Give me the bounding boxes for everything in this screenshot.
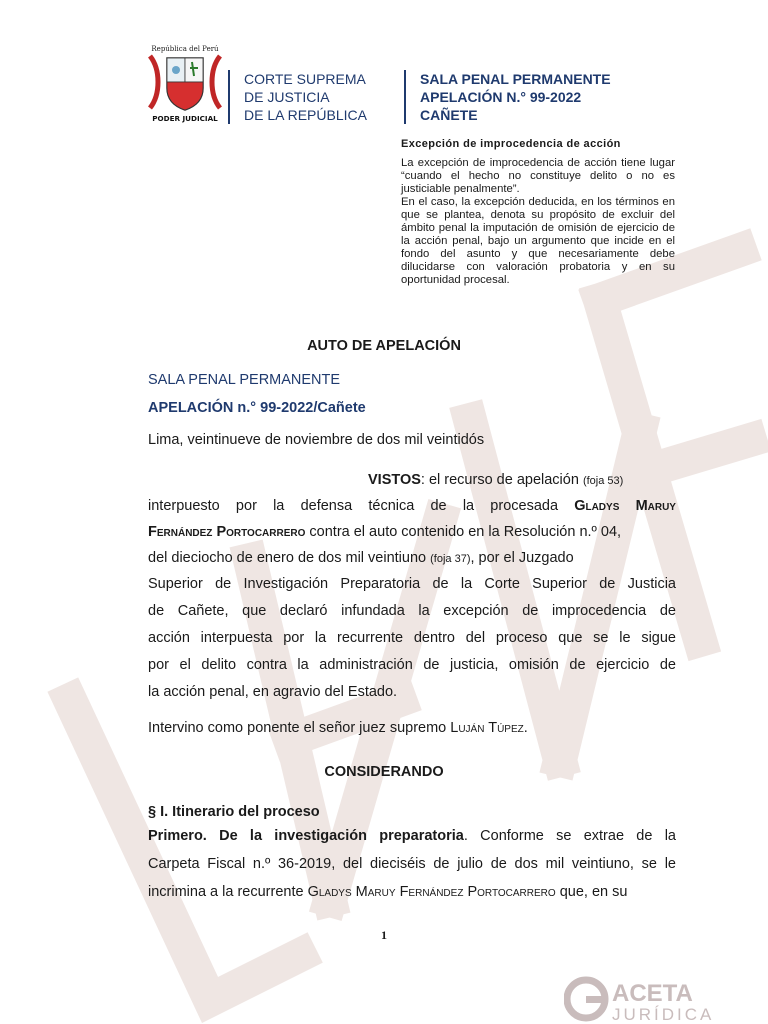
- text-span: incrimina a la recurrente: [148, 884, 308, 900]
- paragraph-line: [148, 550, 676, 566]
- ponente-line: [148, 720, 676, 736]
- considerando-heading: CONSIDERANDO: [324, 764, 444, 780]
- case-line: CAÑETE: [420, 107, 478, 123]
- paragraph-line: por el delito contra la administración de justicia, omisión de ejercicio de: [148, 657, 676, 673]
- defendant-name: Fernández Portocarrero: [148, 524, 306, 540]
- foja-reference: (foja 37): [430, 553, 471, 565]
- institution-name: [228, 70, 367, 124]
- case-line: SALA PENAL PERMANENTE: [420, 71, 611, 87]
- case-identifier: [404, 70, 611, 124]
- summary-paragraph: La excepción de improcedencia de acción tiene lugar “cuando el hecho no constituye delito o no es justiciable penalmente”.: [401, 157, 675, 195]
- gaceta-juridica-logo: [564, 976, 764, 1022]
- date-line: Lima, veintinueve de noviembre de dos mil veintidós: [148, 432, 485, 448]
- text-span: , por el Juzgado: [470, 550, 574, 566]
- text-span: interpuesto por la defensa técnica de la procesada: [148, 498, 575, 514]
- paragraph-line: Carpeta Fiscal n.º 36-2019, del dieciséis de julio de dos mil veintiuno, se le: [148, 856, 676, 872]
- paragraph-line: acción interpuesta por la recurrente dentro del proceso que se le sigue: [148, 630, 676, 646]
- appeal-number: APELACIÓN n.° 99-2022/Cañete: [148, 400, 366, 416]
- poder-judicial-seal: [144, 42, 226, 124]
- paragraph-line: [148, 524, 676, 540]
- foja-reference: (foja 53): [582, 475, 624, 487]
- text-span: que, en su: [555, 884, 628, 900]
- seal-bottom-text: PODER JUDICIAL: [152, 114, 218, 123]
- vistos-line: [368, 472, 676, 488]
- summary-paragraph: En el caso, la excepción deducida, en los términos en que se plantea, denota su propósito de excluir del ámbito penal la imputación de omisión de ejercicio de la acción penal, bajo un argumento que incide en el fondo del asunto y que necesariamente debe dilucidarse con valoración probatoria y en su oportunidad procesal.: [401, 196, 675, 286]
- page-number: 1: [381, 928, 387, 942]
- paragraph-line: Superior de Investigación Preparatoria de la Corte Superior de Justicia: [148, 576, 676, 592]
- paragraph-line: [148, 884, 676, 900]
- primero-label: Primero. De la investigación preparatoria: [148, 828, 464, 844]
- paragraph-line: la acción penal, en agravio del Estado.: [148, 684, 398, 700]
- brand-text-bottom: JURÍDICA: [612, 1005, 715, 1022]
- sala-name: SALA PENAL PERMANENTE: [148, 372, 341, 388]
- defendant-name: Gladys Maruy Fernández Portocarrero: [307, 884, 556, 900]
- institution-line: CORTE SUPREMA: [244, 71, 366, 87]
- institution-line: DE JUSTICIA: [244, 89, 330, 105]
- vistos-label: VISTOS: [368, 472, 421, 488]
- document-title: AUTO DE APELACIÓN: [307, 338, 461, 354]
- paragraph-line: [148, 498, 676, 514]
- summary-box: [401, 138, 675, 287]
- paragraph-line: [148, 828, 676, 844]
- text-span: del dieciocho de enero de dos mil veintiuno: [148, 550, 431, 566]
- brand-text-top: ACETA: [612, 980, 693, 1007]
- institution-line: DE LA REPÚBLICA: [244, 107, 367, 123]
- judge-name: Luján Túpez: [450, 720, 524, 736]
- vistos-text: : el recurso de apelación: [420, 472, 583, 488]
- text-span: Intervino como ponente el señor juez supremo: [148, 720, 451, 736]
- section-heading: § I. Itinerario del proceso: [148, 804, 320, 820]
- text-span: .: [523, 720, 528, 736]
- paragraph-line: de Cañete, que declaró infundada la excepción de improcedencia de: [148, 603, 676, 619]
- text-span: . Conforme se extrae de la: [463, 828, 676, 844]
- seal-top-text: República del Perú: [151, 45, 219, 53]
- case-line: APELACIÓN N.° 99-2022: [420, 89, 582, 105]
- text-span: contra el auto contenido en la Resolución n.º 04,: [305, 524, 622, 540]
- defendant-name: Gladys Maruy: [574, 498, 676, 514]
- summary-title: Excepción de improcedencia de acción: [401, 138, 621, 150]
